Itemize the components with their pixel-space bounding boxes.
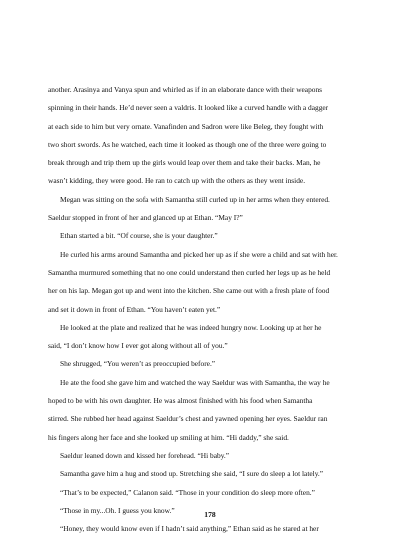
text-line: spinning in their hands. He’d never seen a valdris. It looked like a curved handle with a dagger — [48, 103, 329, 113]
page-number: 178 — [204, 510, 216, 519]
text-line: at each side to him but very ornate. Vanafinden and Sadron were like Beleg, they fought with — [48, 121, 324, 131]
text-line: his fingers along her face and she looked up smiling at him. “Hi daddy,” she said. — [48, 432, 289, 442]
text-line: hoped to be with his own daughter. He was almost finished with his food when Samantha — [48, 396, 313, 406]
text-line: He curled his arms around Samantha and picked her up as if she were a child and sat with her. — [60, 249, 338, 259]
text-line: and set it down in front of Ethan. “You haven’t eaten yet.” — [48, 304, 221, 314]
body-text — [48, 81, 378, 538]
text-line: break through and trip them up the girls would leap over them and take their backs. Man, he — [48, 158, 321, 168]
text-line: “Honey, they would know even if I hadn’t said anything,” Ethan said as he stared at her — [60, 524, 319, 534]
text-line: He ate the food she gave him and watched the way Saeldur was with Samantha, the way he — [60, 377, 330, 387]
text-line: said, “I don’t know how I ever got along without all of you.” — [48, 341, 228, 351]
text-line: Ethan started a bit. “Of course, she is your daughter.” — [60, 231, 218, 241]
text-line: “Those in my...Oh. I guess you know.” — [60, 505, 175, 515]
text-line: She shrugged, “You weren’t as preoccupied before.” — [60, 359, 216, 369]
text-line: wasn’t kidding, they were good. He ran to catch up with the others as they went inside. — [48, 176, 306, 186]
text-line: Samantha murmured something that no one could understand then curled her legs up as he held — [48, 267, 331, 277]
text-line: Saeldur stopped in front of her and glanced up at Ethan. “May I?” — [48, 213, 243, 223]
text-line: another. Arasinya and Vanya spun and whirled as if in an elaborate dance with their weapons — [48, 85, 323, 94]
text-line: Saeldur leaned down and kissed her forehead. “Hi baby.” — [60, 450, 230, 460]
text-line: her on his lap. Megan got up and went into the kitchen. She came out with a fresh plate of food — [48, 286, 330, 296]
text-line: “That’s to be expected,” Calanon said. “Those in your condition do sleep more often.” — [60, 487, 315, 497]
text-line: stirred. She rubbed her head against Saeldur’s chest and yawned opening her eyes. Saeldur ran — [48, 414, 328, 424]
text-line: Samantha gave him a hug and stood up. Stretching she said, “I sure do sleep a lot lately.” — [60, 469, 324, 479]
text-line: two short swords. As he watched, each time it looked as though one of the three were going to — [48, 139, 327, 149]
text-line: He looked at the plate and realized that he was indeed hungry now. Looking up at her he — [60, 322, 322, 332]
text-line: Megan was sitting on the sofa with Samantha still curled up in her arms when they entered. — [60, 194, 330, 204]
